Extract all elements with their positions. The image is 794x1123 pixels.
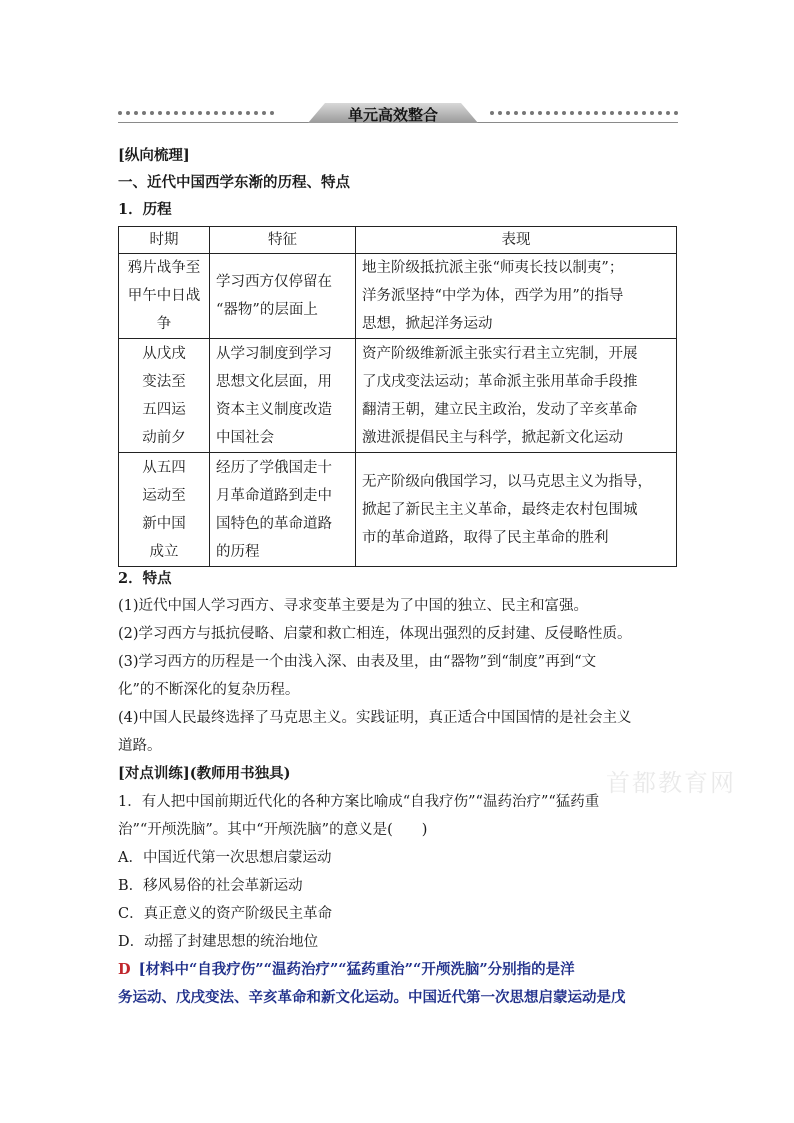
cell-line: 运动至: [142, 487, 186, 504]
header-period: 时期: [119, 227, 210, 254]
cell-period: [119, 453, 210, 567]
feature-item-4-cont: 道路。: [118, 738, 162, 754]
cell-line: 甲午中日战: [127, 288, 201, 304]
training-label: [对点训练](教师用书独具): [118, 765, 291, 782]
cell-line: 了戊戌变法运动；革命派主张用革命手段推: [362, 373, 638, 390]
section-label: [纵向梳理]: [118, 147, 190, 164]
cell-line: 激进派提倡民主与科学，掀起新文化运动: [362, 429, 623, 446]
feature-item-1: (1)近代中国人学习西方、寻求变革主要是为了中国的独立、民主和富强。: [118, 598, 589, 614]
answer-explanation-cont: 务运动、戊戌变法、辛亥革命和新文化运动。中国近代第一次思想启蒙运动是戊: [118, 989, 626, 1006]
cell-line: 变法至: [142, 373, 186, 390]
cell-line: 从学习制度到学习: [216, 345, 332, 362]
banner-title: 单元高效整合: [347, 106, 438, 124]
cell-line: 市的革命道路，取得了民主革命的胜利: [362, 529, 609, 546]
cell-line: 无产阶级向俄国学习，以马克思主义为指导，: [362, 473, 652, 490]
option-a: A．中国近代第一次思想启蒙运动: [118, 850, 332, 866]
question-stem-cont: 治”“开颅洗脑”。其中“开颅洗脑”的意义是( ): [118, 822, 428, 838]
cell-line: 资本主义制度改造: [216, 401, 332, 418]
cell-line: 洋务派坚持“中学为体，西学为用”的指导: [362, 288, 624, 304]
cell-period: [119, 339, 210, 453]
cell-feature: [210, 453, 356, 567]
cell-line: 资产阶级维新派主张实行君主立宪制，开展: [362, 345, 638, 362]
unit-banner: [118, 103, 678, 125]
cell-line: 学习西方仅停留在: [216, 274, 332, 290]
cell-performance: [356, 254, 677, 339]
banner-dots-left: [118, 110, 274, 116]
feature-item-2: (2)学习西方与抵抗侵略、启蒙和救亡相连，体现出强烈的反封建、反侵略性质。: [118, 626, 632, 642]
option-c: C．真正意义的资产阶级民主革命: [118, 906, 333, 922]
cell-line: 中国社会: [216, 429, 274, 446]
question-stem: 1．有人把中国前期近代化的各种方案比喻成“自我疗伤”“温药治疗”“猛药重: [118, 794, 600, 810]
cell-feature: [210, 254, 356, 339]
cell-line: 五四运: [142, 401, 186, 418]
subheading-features: 2．特点: [118, 570, 172, 587]
table-header-row: [119, 227, 677, 254]
cell-line: 掀起了新民主主义革命，最终走农村包围城: [362, 501, 638, 518]
cell-line: 动前夕: [142, 429, 186, 446]
cell-performance: [356, 339, 677, 453]
feature-item-4: (4)中国人民最终选择了马克思主义。实践证明，真正适合中国国情的是社会主义: [118, 710, 632, 726]
table-row: [119, 453, 677, 567]
cell-line: 思想，掀起洋务运动: [362, 316, 493, 332]
header-performance: 表现: [356, 227, 677, 254]
cell-line: 国特色的革命道路: [216, 515, 332, 532]
history-table: [118, 226, 677, 567]
header-feature: 特征: [210, 227, 356, 254]
cell-line: 的历程: [216, 543, 260, 560]
cell-line: 经历了学俄国走十: [216, 459, 332, 476]
cell-line: 地主阶级抵抗派主张“师夷长技以制夷”；: [362, 260, 624, 276]
subheading-process: 1．历程: [118, 201, 172, 218]
heading-west-learning: 一、近代中国西学东渐的历程、特点: [118, 174, 350, 191]
cell-performance: [356, 453, 677, 567]
feature-item-3: (3)学习西方的历程是一个由浅入深、由表及里，由“器物”到“制度”再到“文: [118, 654, 597, 670]
option-d: D．动摇了封建思想的统治地位: [118, 934, 319, 950]
cell-line: 争: [156, 316, 172, 332]
cell-line: 鸦片战争至: [127, 260, 201, 276]
banner-dots-right: [490, 110, 678, 116]
answer-line: [118, 960, 575, 980]
cell-line: 翻清王朝，建立民主政治，发动了辛亥革命: [362, 401, 638, 418]
table-row: [119, 254, 677, 339]
cell-line: 成立: [149, 543, 179, 560]
cell-line: “器物”的层面上: [216, 302, 318, 318]
cell-line: 月革命道路到走中: [216, 487, 332, 504]
cell-line: 从五四: [142, 459, 186, 476]
cell-line: 新中国: [142, 515, 186, 532]
answer-explanation: [材料中“自我疗伤”“温药治疗”“猛药重治”“开颅洗脑”分别指的是洋: [138, 961, 575, 978]
feature-item-3-cont: 化”的不断深化的复杂历程。: [118, 682, 300, 698]
cell-period: [119, 254, 210, 339]
cell-feature: [210, 339, 356, 453]
cell-line: 思想文化层面，用: [216, 373, 332, 390]
table-row: [119, 339, 677, 453]
cell-line: 从戊戌: [142, 345, 186, 362]
answer-letter: D: [118, 961, 131, 978]
option-b: B．移风易俗的社会革新运动: [118, 878, 303, 894]
watermark: 首都教育网: [606, 769, 736, 797]
